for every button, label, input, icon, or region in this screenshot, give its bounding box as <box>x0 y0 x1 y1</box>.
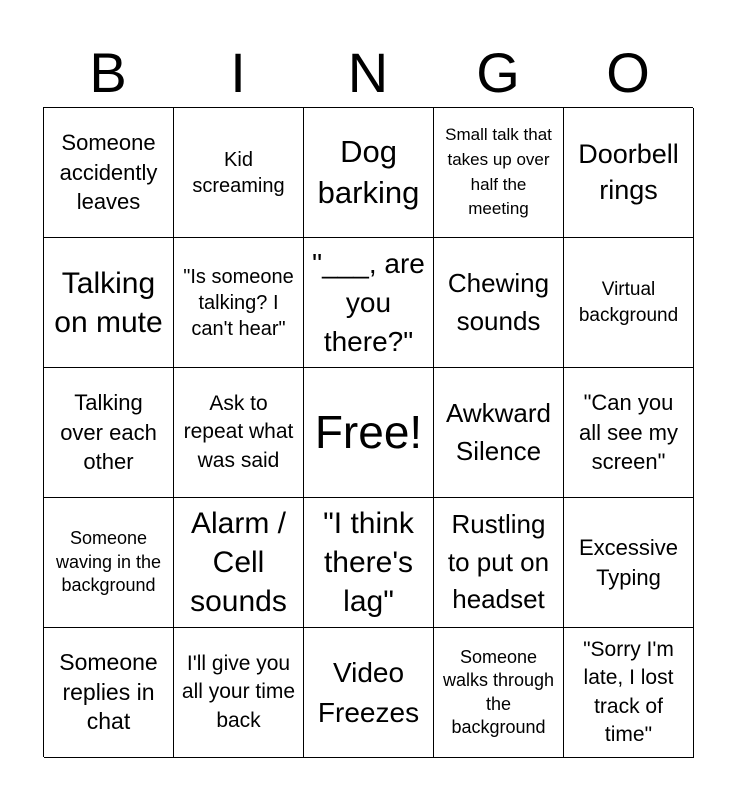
bingo-cell[interactable] <box>434 368 564 498</box>
bingo-cell[interactable] <box>304 238 434 368</box>
bingo-grid <box>43 107 693 757</box>
bingo-cell[interactable] <box>564 498 694 628</box>
cell-text: Virtual background <box>578 278 679 326</box>
bingo-cell[interactable] <box>304 628 434 758</box>
header-letter-b: B <box>89 41 127 104</box>
cell-text: Video Freezes <box>317 657 420 728</box>
cell-text: Excessive Typing <box>578 534 679 590</box>
bingo-header <box>43 40 693 106</box>
bingo-cell[interactable] <box>174 368 304 498</box>
cell-text: "I think there's lag" <box>323 507 414 618</box>
cell-text: Someone walks through the background <box>442 646 555 737</box>
bingo-cell[interactable] <box>304 108 434 238</box>
bingo-cell[interactable] <box>564 108 694 238</box>
cell-text: Someone accidently leaves <box>59 129 158 215</box>
cell-text: Small talk that takes up over half the meeting <box>445 125 552 219</box>
cell-text: Ask to repeat what was said <box>183 391 294 472</box>
cell-text: "Is someone talking? I can't hear" <box>183 265 294 340</box>
cell-text: Someone waving in the background <box>55 528 162 596</box>
cell-text: Rustling to put on headset <box>447 508 550 615</box>
bingo-cell[interactable] <box>44 108 174 238</box>
free-space-text: Free! <box>314 405 423 458</box>
header-letter-g: G <box>476 41 520 104</box>
bingo-cell[interactable] <box>434 238 564 368</box>
bingo-cell[interactable] <box>174 628 304 758</box>
free-space-cell[interactable] <box>304 368 434 498</box>
bingo-cell[interactable] <box>564 368 694 498</box>
bingo-cell[interactable] <box>434 498 564 628</box>
bingo-cell[interactable] <box>434 108 564 238</box>
bingo-cell[interactable] <box>44 498 174 628</box>
cell-text: I'll give you all your time back <box>181 651 296 732</box>
cell-text: Awkward Silence <box>445 397 551 466</box>
bingo-cell[interactable] <box>174 498 304 628</box>
cell-text: Alarm / Cell sounds <box>190 507 287 618</box>
cell-text: Someone replies in chat <box>59 648 158 735</box>
header-letter-o: O <box>606 41 650 104</box>
cell-text: "Can you all see my screen" <box>578 389 679 475</box>
cell-text: Talking over each other <box>60 389 157 475</box>
cell-text: "___, are you there?" <box>312 247 425 358</box>
cell-text: Doorbell rings <box>578 139 679 205</box>
bingo-cell[interactable] <box>44 368 174 498</box>
bingo-cell[interactable] <box>174 238 304 368</box>
cell-text: "Sorry I'm late, I lost track of time" <box>583 637 674 746</box>
bingo-cell[interactable] <box>44 628 174 758</box>
header-letter-n: N <box>347 41 389 104</box>
bingo-cell[interactable] <box>434 628 564 758</box>
bingo-cell[interactable] <box>564 628 694 758</box>
header-letter-i: I <box>230 41 246 104</box>
cell-text: Kid screaming <box>192 148 285 197</box>
bingo-cell[interactable] <box>44 238 174 368</box>
bingo-cell[interactable] <box>174 108 304 238</box>
bingo-cell[interactable] <box>564 238 694 368</box>
cell-text: Dog barking <box>317 134 420 210</box>
cell-text: Chewing sounds <box>447 267 550 336</box>
bingo-cell[interactable] <box>304 498 434 628</box>
cell-text: Talking on mute <box>54 266 163 339</box>
